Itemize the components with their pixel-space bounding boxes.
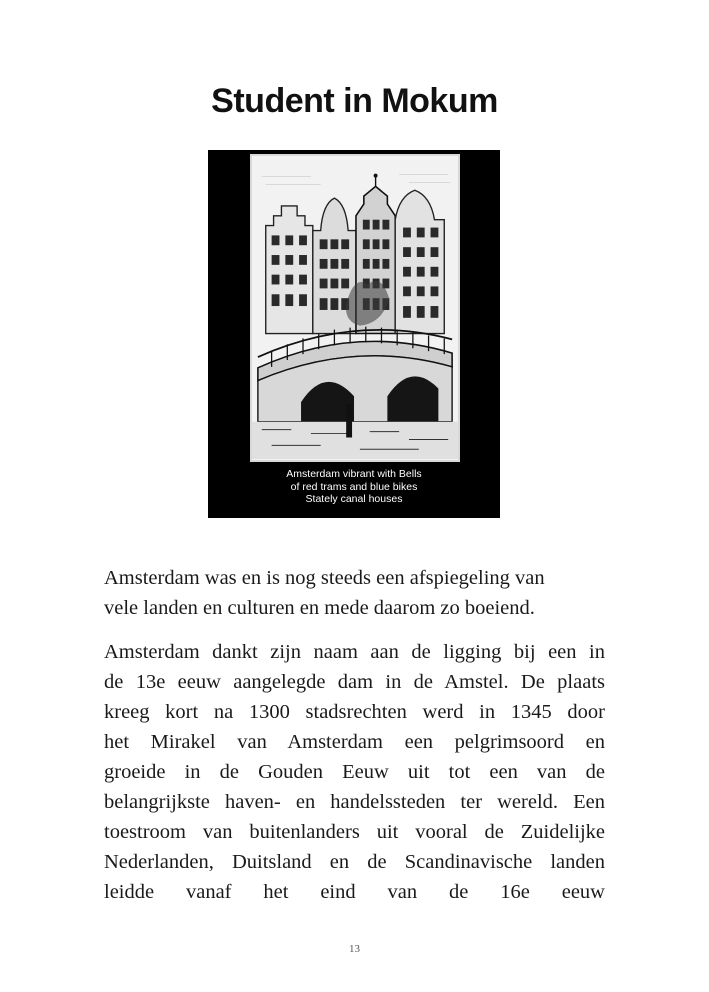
- text-line: Amsterdam was en is nog steeds een afspiegeling van: [104, 567, 545, 589]
- text-line: belangrijkste haven- en handelssteden ter wereld. Een: [104, 791, 605, 813]
- paragraph: [104, 637, 605, 907]
- text-line: toestroom van buitenlanders uit vooral de Zuidelijke: [104, 821, 605, 843]
- text-line: groeide in de Gouden Eeuw uit tot een van de: [104, 761, 605, 783]
- caption-line: Stately canal houses: [305, 493, 403, 505]
- caption-line: of red trams and blue bikes: [290, 480, 418, 493]
- figure-caption: [208, 468, 500, 506]
- illustration-figure: [208, 150, 500, 518]
- body-text: [104, 563, 605, 921]
- canal-houses-illustration: [252, 156, 458, 460]
- caption-line: Amsterdam vibrant with Bells: [286, 468, 422, 480]
- canal-houses-drawing: [250, 154, 460, 462]
- text-line: Amsterdam dankt zijn naam aan de ligging bij een in: [104, 641, 605, 663]
- text-line: leidde vanaf het eind van de 16e eeuw: [104, 881, 605, 903]
- page-number: 13: [349, 943, 360, 955]
- text-line: het Mirakel van Amsterdam een pelgrimsoord en: [104, 731, 605, 753]
- text-line: kreeg kort na 1300 stadsrechten werd in 1345 door: [104, 701, 605, 723]
- text-line: Nederlanden, Duitsland en de Scandinavische landen: [104, 851, 605, 873]
- page-title: Student in Mokum: [211, 82, 498, 120]
- paragraph: [104, 563, 605, 623]
- text-line: de 13e eeuw aangelegde dam in de Amstel. De plaats: [104, 671, 605, 693]
- text-line: vele landen en culturen en mede daarom zo boeiend.: [104, 597, 535, 619]
